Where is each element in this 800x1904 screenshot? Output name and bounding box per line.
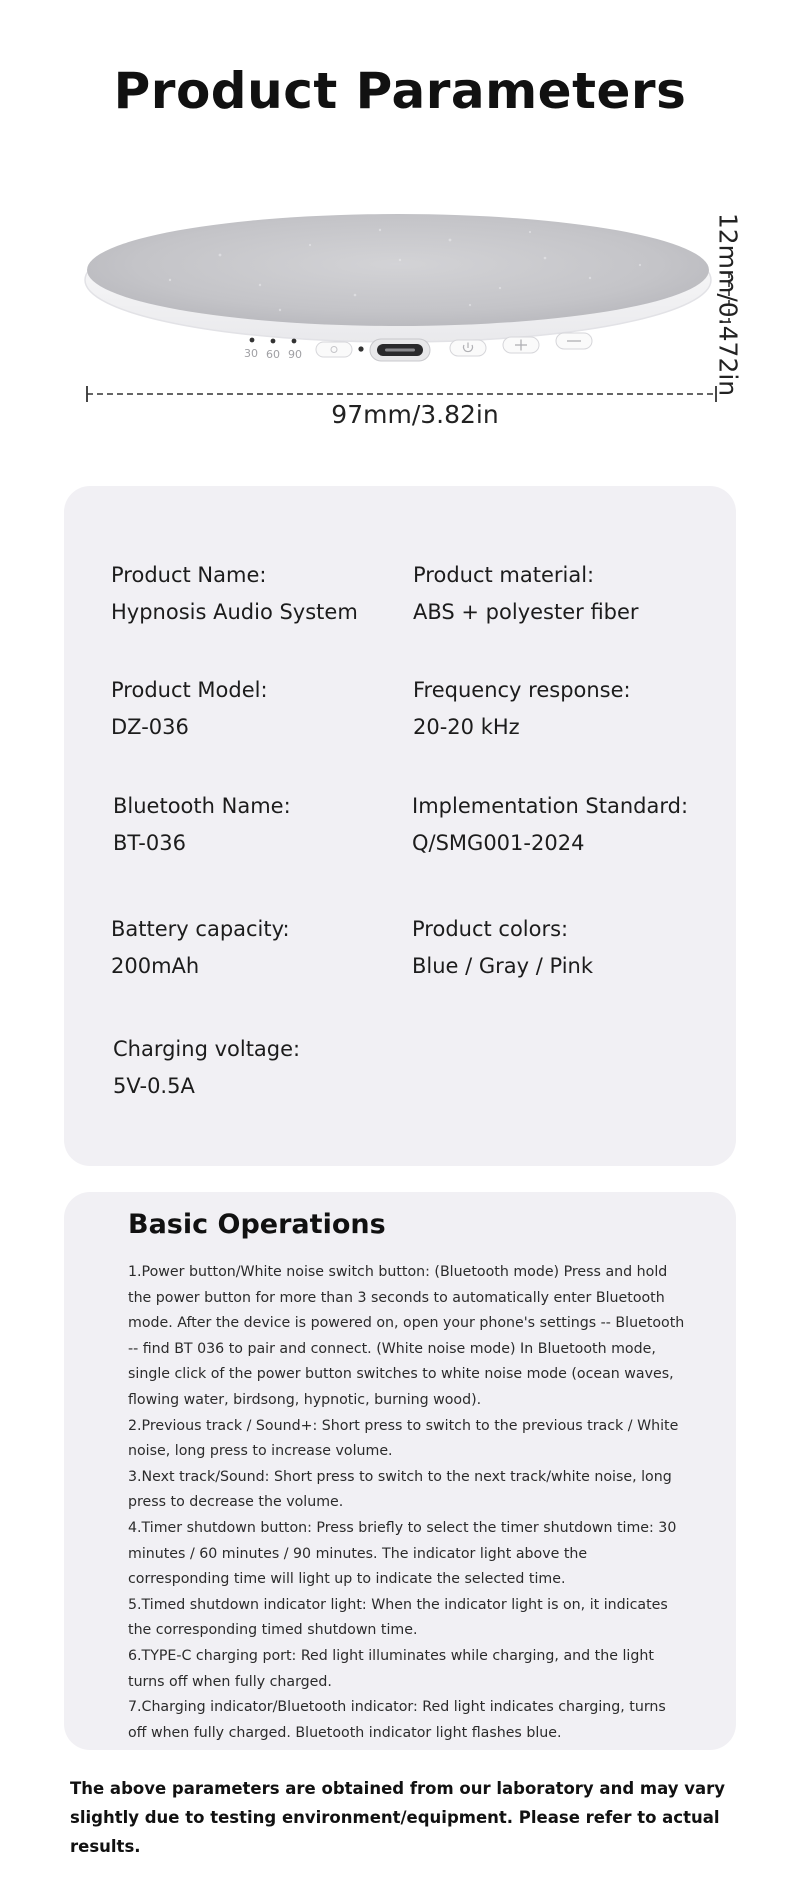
charging-indicator-dot xyxy=(358,346,363,351)
timer-label: 30 xyxy=(244,347,258,360)
spec-item-battery-capacity xyxy=(111,911,290,985)
timer-button xyxy=(316,342,352,357)
operation-item: 1.Power button/White noise switch button: (Bluetooth mode) Press and hold the power button for more than 3 seconds to automatically enter Bluetooth mode. After the device is powered on, open your phone's settings -- Bluetooth -- find BT 036 to pair and connect. (White noise mode) In Bluetooth mode, single click of the power button switches to white noise mode (ocean waves, flowing water, birdsong, hypnotic, burning wood). xyxy=(128,1264,685,1408)
spec-value: 20-20 kHz xyxy=(413,715,520,739)
spec-value: Hypnosis Audio System xyxy=(111,600,358,624)
timer-indicator-dot xyxy=(250,338,255,343)
spec-label: Bluetooth Name: xyxy=(113,794,291,818)
operation-item: 5.Timed shutdown indicator light: When the indicator light is on, it indicates the corresponding timed shutdown time. xyxy=(128,1596,668,1639)
timer-label: 90 xyxy=(288,348,302,361)
spec-value: 5V-0.5A xyxy=(113,1074,195,1098)
spec-value: ABS + polyester fiber xyxy=(413,600,639,624)
spec-value: DZ-036 xyxy=(111,715,189,739)
spec-label: Product material: xyxy=(413,563,595,587)
spec-label: Product Model: xyxy=(111,678,268,702)
operation-item: 6.TYPE-C charging port: Red light illuminates while charging, and the light turns off when fully charged. xyxy=(128,1647,654,1690)
spec-label: Product colors: xyxy=(412,917,569,941)
spec-label: Implementation Standard: xyxy=(412,794,689,818)
spec-value: Q/SMG001-2024 xyxy=(412,831,585,855)
operations-card xyxy=(64,1192,736,1750)
operation-item: 3.Next track/Sound: Short press to switch to the next track/white noise, long press to decrease the volume. xyxy=(128,1468,672,1511)
spec-label: Frequency response: xyxy=(413,678,631,702)
operation-item: 7.Charging indicator/Bluetooth indicator: Red light indicates charging, turns off when fully charged. Bluetooth indicator light flashes blue. xyxy=(128,1699,666,1741)
width-dimension-label: 97mm/3.82in xyxy=(331,400,499,429)
spec-value: 200mAh xyxy=(111,954,200,978)
timer-label: 60 xyxy=(266,348,280,361)
operations-list xyxy=(128,1260,688,1746)
operations-title: Basic Operations xyxy=(128,1209,386,1240)
spec-item-implementation-standard xyxy=(412,788,688,862)
spec-item-product-colors xyxy=(412,911,593,985)
spec-item-product-material xyxy=(413,557,639,631)
spec-card xyxy=(64,486,736,1166)
spec-item-bluetooth-name xyxy=(113,788,291,862)
spec-value: BT-036 xyxy=(113,831,186,855)
spec-item-product-name xyxy=(111,557,358,631)
spec-item-frequency-response xyxy=(413,672,631,746)
spec-value: Blue / Gray / Pink xyxy=(412,954,594,978)
spec-item-charging-voltage xyxy=(113,1031,300,1105)
page-title: Product Parameters xyxy=(113,62,687,120)
disclaimer-text: The above parameters are obtained from our laboratory and may vary slightly due to testing environment/equipment. Please refer to actual results. xyxy=(70,1779,725,1856)
timer-indicator-dot xyxy=(292,339,297,344)
operation-item: 4.Timer shutdown button: Press briefly to select the timer shutdown time: 30 minutes / 60 minutes / 90 minutes. The indicator light above the corresponding time will light up to indicate the selected time. xyxy=(128,1519,677,1588)
spec-label: Charging voltage: xyxy=(113,1037,301,1061)
spec-label: Battery capacity: xyxy=(111,917,290,941)
operation-item: 2.Previous track / Sound+: Short press to switch to the previous track / White noise, long press to increase volume. xyxy=(128,1417,679,1460)
spec-item-product-model xyxy=(111,672,268,746)
timer-indicator-dot xyxy=(271,339,276,344)
height-dimension-label: 12mm/0.472in xyxy=(713,212,743,397)
spec-label: Product Name: xyxy=(111,563,267,587)
